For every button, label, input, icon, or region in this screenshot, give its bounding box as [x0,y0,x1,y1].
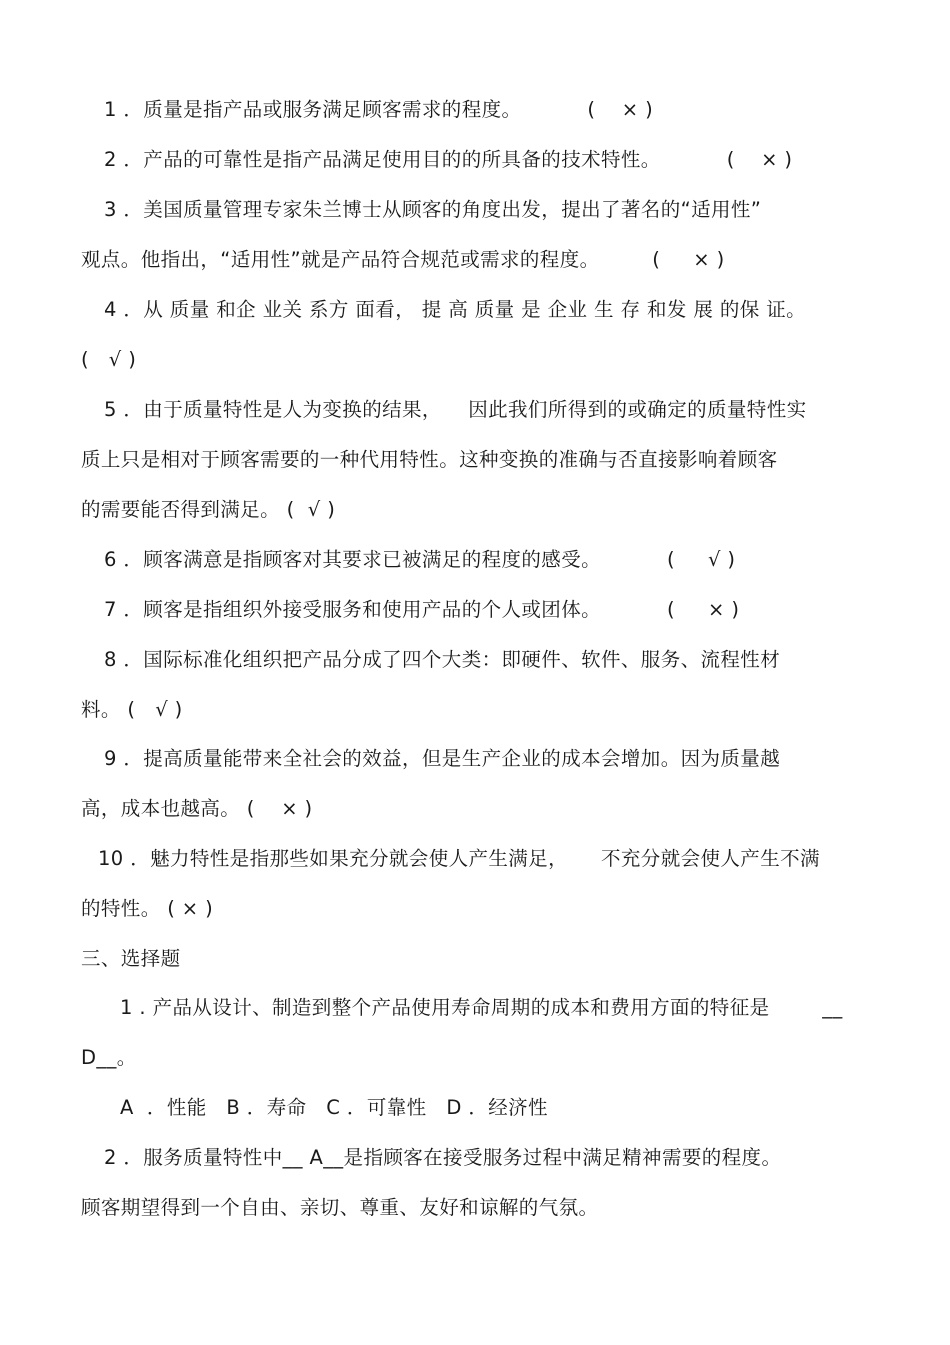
choice-item-2-cont: 顾客期望得到一个自由、亲切、尊重、友好和谅解的气氛。 [81,1196,599,1219]
judgment-item-5-cont2: 的需要能否得到满足。 ( √ ) [81,498,336,521]
judgment-item-5-cont: 质上只是相对于顾客需要的一种代用特性。这种变换的准确与否直接影响着顾客 [81,448,778,471]
judgment-item-9-cont: 高，成本也越高。 ( × ) [81,797,313,820]
judgment-item-3: 3 ．美国质量管理专家朱兰博士从顾客的角度出发，提出了著名的“适用性” [104,198,762,221]
judgment-item-3-cont: 观点。他指出，“适用性”就是产品符合规范或需求的程度。 ( × ) [81,248,725,271]
judgment-item-9: 9 ．提高质量能带来全社会的效益，但是生产企业的成本会增加。因为质量越 [104,747,781,770]
judgment-item-1: 1 ．质量是指产品或服务满足顾客需求的程度。 ( × ) [104,98,654,121]
choice-item-1-answer: D__。 [81,1046,137,1069]
choice-item-1: 1 . 产品从设计、制造到整个产品使用寿命周期的成本和费用方面的特征是 __ [120,996,843,1019]
judgment-item-10-cont: 的特性。 ( × ) [81,897,214,920]
judgment-item-4: 4 ．从 质量 和企 业关 系方 面看， 提 高 质量 是 企业 生 存 和发 展 的保 证。 [104,298,807,321]
judgment-item-8: 8 ．国际标准化组织把产品分成了四个大类：即硬件、软件、服务、流程性材 [104,648,781,671]
judgment-item-2: 2 ．产品的可靠性是指产品满足使用目的的所具备的技术特性。 ( × ) [104,148,793,171]
judgment-item-8-cont: 料。 ( √ ) [81,698,183,721]
section-heading: 三、选择题 [81,947,181,970]
judgment-item-10: 10 ．魅力特性是指那些如果充分就会使人产生满足， 不充分就会使人产生不满 [98,847,820,870]
choice-item-2: 2 ．服务质量特性中__ A__是指顾客在接受服务过程中满足精神需要的程度。 [104,1146,782,1169]
judgment-item-7: 7 ．顾客是指组织外接受服务和使用产品的个人或团体。 ( × ) [104,598,740,621]
judgment-item-6: 6 ．顾客满意是指顾客对其要求已被满足的程度的感受。 ( √ ) [104,548,736,571]
judgment-item-5: 5 ．由于质量特性是人为变换的结果， 因此我们所得到的或确定的质量特性实 [104,398,807,421]
choice-item-1-options: A ．性能 B ．寿命 C ．可靠性 D ．经济性 [120,1096,548,1119]
judgment-item-4-cont: ( √ ) [81,348,137,371]
